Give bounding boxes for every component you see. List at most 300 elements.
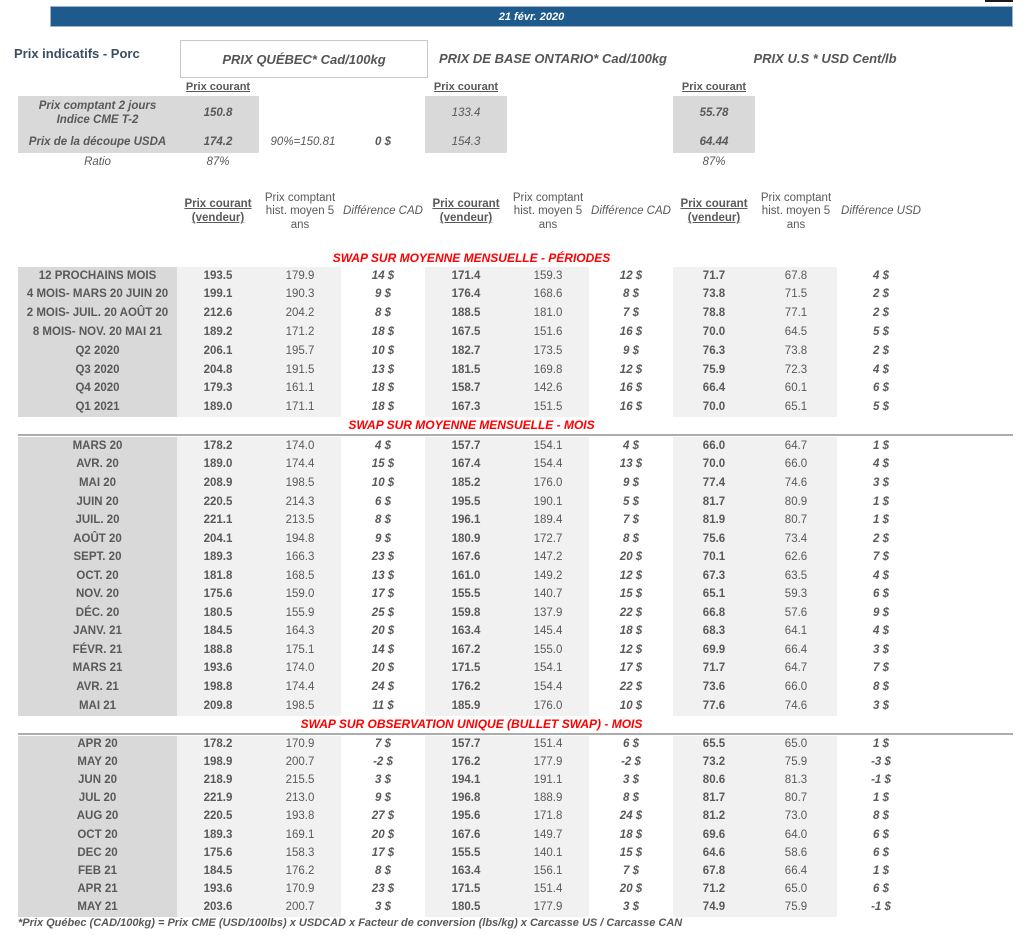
difference-cell: 1 $: [873, 737, 889, 750]
difference-cell: 9 $: [375, 288, 391, 301]
prix-courant-cell: 212.6: [177, 305, 259, 324]
difference-cell: 4 $: [873, 458, 889, 471]
difference-cell: 7 $: [623, 514, 639, 527]
hist-moyen-cell: 174.0: [259, 437, 341, 456]
row-label: FEB 21: [18, 863, 177, 881]
prix-courant-cell: 189.0: [177, 456, 259, 475]
row-label: AVR. 20: [18, 456, 177, 475]
difference-cell: 12 $: [619, 643, 643, 656]
column-headers: [18, 176, 925, 248]
prix-courant-cell: 193.5: [177, 267, 259, 286]
hist-moyen-cell: 215.5: [259, 772, 341, 790]
row-label: AOÛT 20: [18, 530, 177, 549]
hist-moyen-cell: 64.7: [755, 437, 837, 456]
col-header-diff-cad-quebec: Différence CAD: [343, 205, 423, 218]
hist-moyen-cell: 158.3: [259, 844, 341, 862]
prix-courant-cell: 221.9: [177, 790, 259, 808]
table-row: [18, 286, 925, 305]
hist-moyen-cell: 142.6: [507, 380, 589, 399]
row-label: JUIL. 20: [18, 512, 177, 531]
spot-ratio-us: 87%: [702, 155, 726, 168]
spacer: [507, 96, 589, 132]
row-label: MAY 20: [18, 754, 177, 772]
hist-moyen-cell: 173.5: [507, 342, 589, 361]
prix-courant-cell: 68.3: [673, 623, 755, 642]
difference-cell: 6 $: [873, 883, 889, 896]
hist-moyen-cell: 66.4: [755, 641, 837, 660]
prix-courant-cell: 66.0: [673, 437, 755, 456]
difference-cell: 6 $: [873, 382, 889, 395]
prix-courant-cell: 66.4: [673, 380, 755, 399]
spacer: [837, 153, 925, 172]
prix-courant-cell: 178.2: [177, 736, 259, 754]
difference-cell: 20 $: [371, 625, 395, 638]
difference-cell: 18 $: [371, 382, 395, 395]
prix-courant-cell: 158.7: [425, 380, 507, 399]
difference-cell: 23 $: [371, 551, 395, 564]
row-label: Q3 2020: [18, 361, 177, 380]
table-row: [18, 586, 925, 605]
difference-cell: 3 $: [623, 774, 639, 787]
hist-moyen-cell: 200.7: [259, 754, 341, 772]
hist-moyen-cell: 171.1: [259, 399, 341, 418]
difference-cell: 3 $: [873, 643, 889, 656]
hist-moyen-cell: 75.9: [755, 899, 837, 917]
prix-courant-cell: 167.6: [425, 826, 507, 844]
difference-cell: 16 $: [619, 401, 643, 414]
prix-courant-cell: 188.5: [425, 305, 507, 324]
difference-cell: 8 $: [375, 307, 391, 320]
difference-cell: 9 $: [375, 532, 391, 545]
hist-moyen-cell: 80.7: [755, 790, 837, 808]
prix-courant-cell: 73.8: [673, 286, 755, 305]
difference-cell: 16 $: [619, 382, 643, 395]
difference-cell: 8 $: [873, 810, 889, 823]
difference-cell: 20 $: [619, 551, 643, 564]
prix-courant-cell: 220.5: [177, 808, 259, 826]
hist-moyen-cell: 154.4: [507, 456, 589, 475]
prix-courant-cell: 69.9: [673, 641, 755, 660]
prix-courant-cell: 198.9: [177, 754, 259, 772]
row-label: MARS 21: [18, 660, 177, 679]
hist-moyen-cell: 57.6: [755, 604, 837, 623]
spacer: [341, 96, 425, 132]
hist-moyen-cell: 214.3: [259, 493, 341, 512]
group-header-ontario: PRIX DE BASE ONTARIO* Cad/100kg: [438, 50, 668, 66]
prix-courant-cell: 196.1: [425, 512, 507, 531]
hist-moyen-cell: 154.1: [507, 437, 589, 456]
hist-moyen-cell: 168.5: [259, 567, 341, 586]
difference-cell: 27 $: [371, 810, 395, 823]
hist-moyen-cell: 176.0: [507, 697, 589, 716]
table-row: [18, 512, 925, 531]
difference-cell: 5 $: [623, 495, 639, 508]
difference-cell: 12 $: [619, 269, 643, 282]
hist-moyen-cell: 155.9: [259, 604, 341, 623]
hist-moyen-cell: 171.2: [259, 323, 341, 342]
prix-courant-cell: 181.8: [177, 567, 259, 586]
section-divider: [18, 733, 1013, 735]
difference-cell: 10 $: [619, 699, 643, 712]
prix-courant-cell: 70.0: [673, 399, 755, 418]
difference-cell: 7 $: [623, 864, 639, 877]
difference-cell: 18 $: [371, 401, 395, 414]
table-row: [18, 604, 925, 623]
hist-moyen-cell: 159.0: [259, 586, 341, 605]
prix-courant-cell: 181.5: [425, 361, 507, 380]
row-label: 8 MOIS- NOV. 20 MAI 21: [18, 323, 177, 342]
hist-moyen-cell: 66.4: [755, 863, 837, 881]
hist-moyen-cell: 154.4: [507, 678, 589, 697]
prix-courant-cell: 180.5: [425, 899, 507, 917]
hist-moyen-cell: 149.7: [507, 826, 589, 844]
hist-moyen-cell: 179.9: [259, 267, 341, 286]
table-row: [18, 549, 925, 568]
spot-usda-diff: 0 $: [375, 135, 391, 148]
group-header-quebec: PRIX QUÉBEC* Cad/100kg: [180, 40, 428, 78]
spacer: [589, 96, 673, 132]
difference-cell: 4 $: [873, 625, 889, 638]
spot-label-ratio: Ratio: [84, 155, 111, 168]
spot-price-block: [0, 96, 1024, 172]
difference-cell: 14 $: [371, 269, 395, 282]
prix-courant-cell: 185.9: [425, 697, 507, 716]
hist-moyen-cell: 66.0: [755, 456, 837, 475]
row-label: JANV. 21: [18, 623, 177, 642]
spot-usda-quebec: 174.2: [177, 132, 259, 153]
hist-moyen-cell: 176.2: [259, 863, 341, 881]
difference-cell: 3 $: [873, 476, 889, 489]
hist-moyen-cell: 177.9: [507, 899, 589, 917]
hist-moyen-cell: 181.0: [507, 305, 589, 324]
difference-cell: 11 $: [372, 699, 394, 712]
row-label: SEPT. 20: [18, 549, 177, 568]
hist-moyen-cell: 168.6: [507, 286, 589, 305]
hist-moyen-cell: 213.5: [259, 512, 341, 531]
table-row: [18, 567, 925, 586]
difference-cell: 1 $: [873, 514, 889, 527]
hist-moyen-cell: 200.7: [259, 899, 341, 917]
hist-moyen-cell: 80.9: [755, 493, 837, 512]
difference-cell: 7 $: [873, 662, 889, 675]
prix-courant-cell: 209.8: [177, 697, 259, 716]
difference-cell: 1 $: [873, 864, 889, 877]
table-row: [18, 808, 925, 826]
difference-cell: 12 $: [619, 569, 643, 582]
prix-courant-cell: 159.8: [425, 604, 507, 623]
prix-courant-cell: 163.4: [425, 623, 507, 642]
hist-moyen-cell: 147.2: [507, 549, 589, 568]
hist-moyen-cell: 189.4: [507, 512, 589, 531]
difference-cell: 4 $: [375, 439, 391, 452]
prix-courant-cell: 73.2: [673, 754, 755, 772]
difference-cell: 15 $: [371, 458, 395, 471]
group-header-us: PRIX U.S * USD Cent/lb: [753, 50, 897, 66]
table-row: [18, 736, 925, 754]
hist-moyen-cell: 156.1: [507, 863, 589, 881]
hist-moyen-cell: 77.1: [755, 305, 837, 324]
prix-courant-cell: 175.6: [177, 844, 259, 862]
prix-courant-cell: 81.7: [673, 493, 755, 512]
difference-cell: 9 $: [623, 476, 639, 489]
spot-label-cme: [18, 96, 177, 132]
hist-moyen-cell: 161.1: [259, 380, 341, 399]
hist-moyen-cell: 195.7: [259, 342, 341, 361]
hist-moyen-cell: 172.7: [507, 530, 589, 549]
prix-courant-cell: 66.8: [673, 604, 755, 623]
difference-cell: 18 $: [619, 625, 643, 638]
prix-courant-cell: 203.6: [177, 899, 259, 917]
prix-courant-cell: 81.7: [673, 790, 755, 808]
difference-cell: 20 $: [619, 883, 643, 896]
difference-cell: 17 $: [371, 846, 395, 859]
table-row: [18, 678, 925, 697]
table-row: [18, 456, 925, 475]
col-header-diff-usd: Différence USD: [841, 205, 921, 218]
table-row: [18, 790, 925, 808]
table-row: [18, 342, 925, 361]
prix-courant-cell: 208.9: [177, 474, 259, 493]
hist-moyen-cell: 62.6: [755, 549, 837, 568]
hist-moyen-cell: 198.5: [259, 697, 341, 716]
table-row: [18, 305, 925, 324]
hist-moyen-cell: 169.1: [259, 826, 341, 844]
difference-cell: 1 $: [873, 792, 889, 805]
difference-cell: 6 $: [623, 737, 639, 750]
prix-courant-cell: 77.4: [673, 474, 755, 493]
hist-moyen-cell: 190.3: [259, 286, 341, 305]
hist-moyen-cell: 190.1: [507, 493, 589, 512]
difference-cell: 17 $: [619, 662, 643, 675]
prix-courant-cell: 204.1: [177, 530, 259, 549]
spacer: [755, 132, 837, 153]
prix-courant-label-quebec: Prix courant: [185, 81, 251, 93]
difference-cell: 5 $: [873, 326, 889, 339]
table-row: [18, 474, 925, 493]
prix-courant-cell: 67.8: [673, 863, 755, 881]
prix-courant-cell: 161.0: [425, 567, 507, 586]
hist-moyen-cell: 204.2: [259, 305, 341, 324]
table-row: [18, 844, 925, 862]
difference-cell: 20 $: [371, 662, 395, 675]
row-label: APR 21: [18, 881, 177, 899]
col-header-hist-quebec: Prix comptant hist. moyen 5 ans: [264, 191, 336, 231]
hist-moyen-cell: 198.5: [259, 474, 341, 493]
prix-courant-cell: 195.5: [425, 493, 507, 512]
difference-cell: 3 $: [873, 699, 889, 712]
difference-cell: 4 $: [873, 363, 889, 376]
difference-cell: 3 $: [623, 901, 639, 914]
row-label: DEC 20: [18, 844, 177, 862]
row-label: 4 MOIS- MARS 20 JUIN 20: [18, 286, 177, 305]
difference-cell: 6 $: [873, 828, 889, 841]
spot-row-ratio: [18, 153, 925, 172]
prix-courant-cell: 77.6: [673, 697, 755, 716]
spot-label-usda: Prix de la découpe USDA: [18, 132, 177, 153]
difference-cell: 16 $: [619, 326, 643, 339]
hist-moyen-cell: 191.5: [259, 361, 341, 380]
hist-moyen-cell: 193.8: [259, 808, 341, 826]
difference-cell: 2 $: [873, 532, 889, 545]
hist-moyen-cell: 169.8: [507, 361, 589, 380]
hist-moyen-cell: 73.0: [755, 808, 837, 826]
hist-moyen-cell: 213.0: [259, 790, 341, 808]
col-header-hist-us: Prix comptant hist. moyen 5 ans: [760, 191, 832, 231]
hist-moyen-cell: 149.2: [507, 567, 589, 586]
table-row: [18, 772, 925, 790]
table-row: [18, 697, 925, 716]
difference-cell: 7 $: [375, 737, 391, 750]
row-label: JUN 20: [18, 772, 177, 790]
page-title: Prix indicatifs - Porc: [14, 46, 140, 61]
spot-ratio-quebec: 87%: [206, 155, 230, 168]
difference-cell: 2 $: [873, 288, 889, 301]
prix-courant-cell: 155.5: [425, 844, 507, 862]
col-header-vendeur-ontario: Prix courant (vendeur): [432, 198, 500, 224]
difference-cell: 7 $: [873, 551, 889, 564]
prix-courant-cell: 167.2: [425, 641, 507, 660]
difference-cell: 9 $: [375, 792, 391, 805]
difference-cell: 22 $: [619, 606, 643, 619]
hist-moyen-cell: 58.6: [755, 844, 837, 862]
prix-courant-cell: 69.6: [673, 826, 755, 844]
prix-courant-cell: 75.6: [673, 530, 755, 549]
row-label: Q2 2020: [18, 342, 177, 361]
difference-cell: 8 $: [375, 514, 391, 527]
hist-moyen-cell: 64.0: [755, 826, 837, 844]
prix-courant-cell: 75.9: [673, 361, 755, 380]
hist-moyen-cell: 73.8: [755, 342, 837, 361]
prix-courant-cell: 175.6: [177, 586, 259, 605]
prix-courant-cell: 67.3: [673, 567, 755, 586]
prix-courant-cell: 188.8: [177, 641, 259, 660]
difference-cell: -1 $: [871, 774, 891, 787]
prix-courant-cell: 70.1: [673, 549, 755, 568]
row-label: MAI 21: [18, 697, 177, 716]
table-row: [18, 899, 925, 917]
table-row: [18, 623, 925, 642]
difference-cell: 23 $: [371, 883, 395, 896]
difference-cell: 8 $: [623, 288, 639, 301]
table-row: [18, 641, 925, 660]
hist-moyen-cell: 81.3: [755, 772, 837, 790]
difference-cell: -1 $: [871, 901, 891, 914]
prix-courant-cell: 81.9: [673, 512, 755, 531]
prix-courant-cell: 167.4: [425, 456, 507, 475]
difference-cell: 8 $: [873, 681, 889, 693]
hist-moyen-cell: 63.5: [755, 567, 837, 586]
row-label: MARS 20: [18, 437, 177, 456]
section-title: SWAP SUR MOYENNE MENSUELLE - MOIS: [348, 418, 595, 433]
prix-courant-cell: 78.8: [673, 305, 755, 324]
prix-courant-cell: 185.2: [425, 474, 507, 493]
hist-moyen-cell: 151.4: [507, 736, 589, 754]
difference-cell: 24 $: [619, 810, 643, 823]
prix-courant-label-ontario: Prix courant: [433, 81, 499, 93]
report-date: 21 févr. 2020: [498, 10, 565, 23]
table-row: [18, 323, 925, 342]
col-header-hist-ontario: Prix comptant hist. moyen 5 ans: [512, 191, 584, 231]
hist-moyen-cell: 64.7: [755, 660, 837, 679]
spacer: [837, 96, 925, 132]
difference-cell: 9 $: [873, 606, 889, 619]
prix-courant-cell: 193.6: [177, 881, 259, 899]
row-label: 12 PROCHAINS MOIS: [18, 267, 177, 286]
table-row: [18, 660, 925, 679]
spot-usda-ontario: 154.3: [425, 132, 507, 153]
prix-courant-cell: 155.5: [425, 586, 507, 605]
hist-moyen-cell: 73.4: [755, 530, 837, 549]
prix-courant-cell: 184.5: [177, 863, 259, 881]
table-row: [18, 530, 925, 549]
difference-cell: 25 $: [371, 606, 395, 619]
prix-courant-cell: 198.8: [177, 678, 259, 697]
difference-cell: 17 $: [371, 588, 395, 601]
hist-moyen-cell: 140.7: [507, 586, 589, 605]
prix-courant-cell: 157.7: [425, 437, 507, 456]
row-label: JUL 20: [18, 790, 177, 808]
prix-courant-cell: 171.5: [425, 660, 507, 679]
difference-cell: 15 $: [619, 846, 643, 859]
prix-courant-cell: 221.1: [177, 512, 259, 531]
hist-moyen-cell: 59.3: [755, 586, 837, 605]
prix-courant-cell: 206.1: [177, 342, 259, 361]
prix-courant-cell: 80.6: [673, 772, 755, 790]
prix-courant-cell: 179.3: [177, 380, 259, 399]
spacer: [589, 132, 673, 153]
prix-courant-cell: 64.6: [673, 844, 755, 862]
hist-moyen-cell: 151.4: [507, 881, 589, 899]
spot-row-cme: [18, 96, 925, 132]
hist-moyen-cell: 174.0: [259, 660, 341, 679]
prix-courant-label-us: Prix courant: [681, 81, 747, 93]
hist-moyen-cell: 194.8: [259, 530, 341, 549]
prix-courant-cell: 171.5: [425, 881, 507, 899]
difference-cell: 6 $: [873, 846, 889, 859]
hist-moyen-cell: 174.4: [259, 456, 341, 475]
difference-cell: 4 $: [623, 439, 639, 452]
hist-moyen-cell: 145.4: [507, 623, 589, 642]
hist-moyen-cell: 174.4: [259, 678, 341, 697]
difference-cell: 3 $: [375, 774, 391, 787]
row-label: DÉC. 20: [18, 604, 177, 623]
hist-moyen-cell: 159.3: [507, 267, 589, 286]
spot-row-usda: [18, 132, 925, 153]
prix-courant-cell: 194.1: [425, 772, 507, 790]
prix-courant-cell: 74.9: [673, 899, 755, 917]
hist-moyen-cell: 191.1: [507, 772, 589, 790]
row-label: APR 20: [18, 736, 177, 754]
footnote: *Prix Québec (CAD/100kg) = Prix CME (USD/100lbs) x USDCAD x Facteur de conversion (lbs/kg) x Carcasse US / Carcasse CAN: [18, 917, 683, 929]
hist-moyen-cell: 74.6: [755, 697, 837, 716]
date-bar: [50, 6, 1013, 27]
prix-courant-cell: 71.7: [673, 660, 755, 679]
difference-cell: 10 $: [371, 476, 395, 489]
prix-courant-cell: 176.2: [425, 678, 507, 697]
section-title: SWAP SUR OBSERVATION UNIQUE (BULLET SWAP) - MOIS: [300, 716, 643, 731]
table-row: [18, 754, 925, 772]
hist-moyen-cell: 155.0: [507, 641, 589, 660]
hist-moyen-cell: 171.8: [507, 808, 589, 826]
hist-moyen-cell: 72.3: [755, 361, 837, 380]
difference-cell: 9 $: [623, 344, 639, 357]
difference-cell: 24 $: [371, 681, 395, 693]
prix-courant-cell: 189.2: [177, 323, 259, 342]
difference-cell: 13 $: [619, 458, 643, 471]
hist-moyen-cell: 64.5: [755, 323, 837, 342]
prix-courant-cell: 65.1: [673, 586, 755, 605]
table-row: [18, 361, 925, 380]
